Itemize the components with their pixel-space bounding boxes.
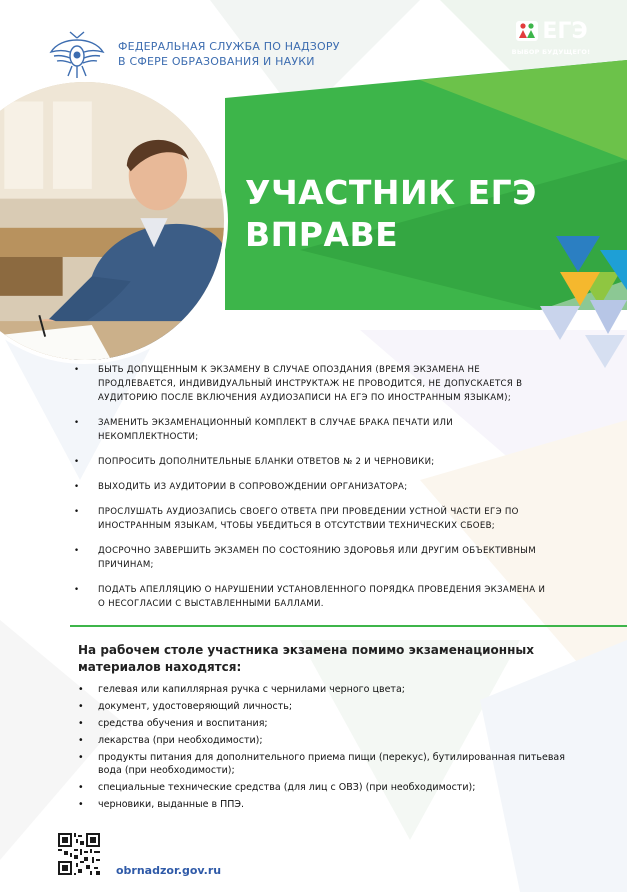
rights-item-text: ПРОСЛУШАТЬ АУДИОЗАПИСЬ СВОЕГО ОТВЕТА ПРИ ПРОВЕДЕНИИ УСТНОЙ ЧАСТИ ЕГЭ ПО ИНОСТРАННЫМ ЯЗЫКАМ, ЧТОБЫ УБЕДИТЬСЯ В ОТСУТСТВИИ ТЕХНИЧЕСКИХ СБОЕВ;	[98, 507, 519, 531]
bullet-icon: •	[78, 701, 84, 712]
desk-item-text: гелевая или капиллярная ручка с чернилами черного цвета;	[98, 684, 405, 695]
section-divider	[70, 625, 627, 627]
title-line2: ВПРАВЕ	[245, 215, 399, 254]
bullet-icon: •	[78, 799, 84, 810]
ege-figures-icon	[514, 18, 540, 44]
desk-item	[78, 781, 578, 794]
desk-item-text: лекарства (при необходимости);	[98, 735, 263, 746]
rights-item-text: ПОПРОСИТЬ ДОПОЛНИТЕЛЬНЫЕ БЛАНКИ ОТВЕТОВ № 2 И ЧЕРНОВИКИ;	[98, 457, 435, 467]
desk-item-text: документ, удостоверяющий личность;	[98, 701, 293, 712]
ege-logo	[505, 18, 597, 56]
ege-slogan: ВЫБОР БУДУЩЕГО!	[511, 48, 591, 56]
desk-item	[78, 717, 578, 730]
bullet-icon: •	[74, 507, 80, 517]
bullet-icon: •	[74, 418, 80, 428]
bullet-icon: •	[74, 365, 80, 375]
rights-item	[74, 583, 554, 611]
desk-item-text: продукты питания для дополнительного приема пищи (перекус), бутилированная питьевая вода (при необходимости);	[98, 752, 565, 776]
agency-name-line1: ФЕДЕРАЛЬНАЯ СЛУЖБА ПО НАДЗОРУ	[118, 40, 340, 53]
poster-title	[245, 172, 537, 256]
rights-item-text: ПОДАТЬ АПЕЛЛЯЦИЮ О НАРУШЕНИИ УСТАНОВЛЕННОГО ПОРЯДКА ПРОВЕДЕНИЯ ЭКЗАМЕНА И О НЕСОГЛАСИИ С ВЫСТАВЛЕННЫМИ БАЛЛАМИ.	[98, 585, 546, 609]
title-line1: УЧАСТНИК ЕГЭ	[245, 173, 537, 212]
rights-item	[74, 455, 554, 469]
bullet-icon: •	[74, 457, 80, 467]
desk-item	[78, 734, 578, 747]
bullet-icon: •	[78, 735, 84, 746]
bullet-icon: •	[74, 546, 80, 556]
desk-item-text: средства обучения и воспитания;	[98, 718, 268, 729]
bullet-icon: •	[74, 585, 80, 595]
desk-item	[78, 751, 578, 777]
agency-name	[118, 39, 340, 69]
rights-item	[74, 544, 554, 572]
rights-item	[74, 480, 554, 494]
bullet-icon: •	[78, 718, 84, 729]
rights-list	[74, 363, 554, 622]
website-link[interactable]: obrnadzor.gov.ru	[116, 864, 222, 877]
rights-item	[74, 363, 554, 405]
desk-item	[78, 683, 578, 696]
desk-item	[78, 700, 578, 713]
ege-logo-text: ЕГЭ	[542, 18, 588, 44]
bullet-icon: •	[78, 782, 84, 793]
agency-header	[48, 28, 340, 80]
rights-item-text: ВЫХОДИТЬ ИЗ АУДИТОРИИ В СОПРОВОЖДЕНИИ ОРГАНИЗАТОРА;	[98, 482, 408, 492]
qr-code-icon[interactable]	[58, 833, 100, 875]
desk-items-list	[78, 683, 578, 815]
bullet-icon: •	[78, 684, 84, 695]
agency-name-line2: В СФЕРЕ ОБРАЗОВАНИЯ И НАУКИ	[118, 55, 315, 68]
bullet-icon: •	[74, 482, 80, 492]
rights-item-text: БЫТЬ ДОПУЩЕННЫМ К ЭКЗАМЕНУ В СЛУЧАЕ ОПОЗДАНИЯ (ВРЕМЯ ЭКЗАМЕНА НЕ ПРОДЛЕВАЕТСЯ, ИНДИВИДУАЛЬНЫЙ ИНСТРУКТАЖ НЕ ПРОВОДИТСЯ, НЕ ДОПУСКАЕТСЯ В АУДИТОРИЮ ПОСЛЕ ВКЛЮЧЕНИЯ АУДИОЗАПИСИ НА ЕГЭ ПО ИНОСТРАННЫМ ЯЗЫКАМ);	[98, 365, 523, 403]
rights-item	[74, 416, 554, 444]
rights-item	[74, 505, 554, 533]
eagle-emblem-icon	[48, 28, 106, 80]
desk-intro: На рабочем столе участника экзамена помимо экзаменационных материалов находятся:	[78, 643, 534, 674]
desk-item-text: черновики, выданные в ППЭ.	[98, 799, 245, 810]
desk-item	[78, 798, 578, 811]
bullet-icon: •	[78, 752, 84, 763]
rights-item-text: ДОСРОЧНО ЗАВЕРШИТЬ ЭКЗАМЕН ПО СОСТОЯНИЮ ЗДОРОВЬЯ ИЛИ ДРУГИМ ОБЪЕКТИВНЫМ ПРИЧИНАМ;	[98, 546, 536, 570]
rights-item-text: ЗАМЕНИТЬ ЭКЗАМЕНАЦИОННЫЙ КОМПЛЕКТ В СЛУЧАЕ БРАКА ПЕЧАТИ ИЛИ НЕКОМПЛЕКТНОСТИ;	[98, 418, 453, 442]
desk-item-text: специальные технические средства (для лиц с ОВЗ) (при необходимости);	[98, 782, 476, 793]
